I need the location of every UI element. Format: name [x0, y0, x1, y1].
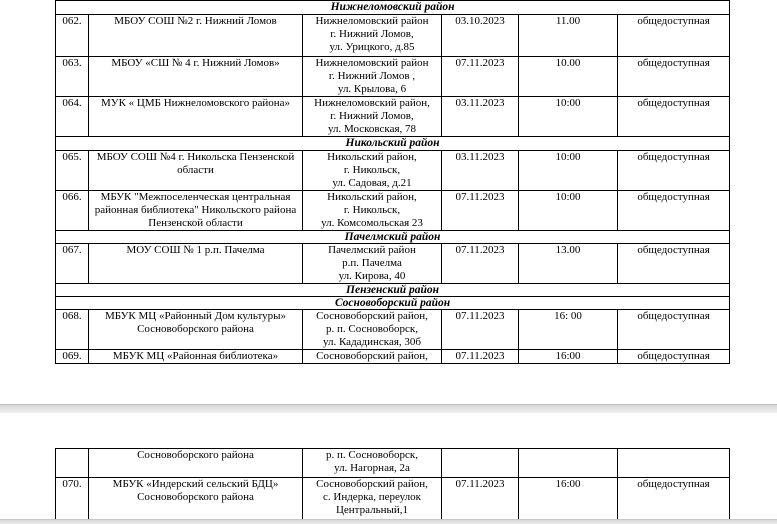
date-cell: 03.11.2023: [442, 97, 519, 137]
address-line: ул. Кирова, 40: [338, 270, 406, 282]
table-row: [56, 244, 730, 284]
institution-name-cell: Сосновоборского района: [89, 449, 303, 478]
date-cell: [442, 449, 519, 478]
access-cell: общедоступная: [618, 310, 730, 350]
date-cell: 07.11.2023: [442, 244, 519, 284]
address-cell: [303, 97, 442, 137]
row-number-cell: 062.: [56, 15, 89, 57]
table-row: [56, 478, 730, 520]
access-cell: общедоступная: [618, 478, 730, 520]
date-cell: 03.10.2023: [442, 15, 519, 57]
institution-name-cell: МБУК МЦ «Районный Дом культуры» Сосновоборского района: [89, 310, 303, 350]
address-line: Сосновоборский район,: [316, 478, 428, 490]
institution-name-cell: МБОУ «СШ № 4 г. Нижний Ломов»: [89, 57, 303, 97]
page-2: [55, 448, 730, 519]
access-cell: общедоступная: [618, 97, 730, 137]
table-row: [56, 15, 730, 57]
institution-name-cell: МБОУ СОШ №4 г. Никольска Пензенской области: [89, 151, 303, 191]
institution-name-cell: МБУК "Межпоселенческая центральная районная библиотека" Никольского района Пензенской области: [89, 191, 303, 231]
row-number-cell: 066.: [56, 191, 89, 231]
access-cell: общедоступная: [618, 151, 730, 191]
page-1: [55, 0, 730, 364]
address-line: с. Индерка, переулок: [323, 491, 421, 503]
address-line: г. Никольск,: [343, 204, 401, 216]
address-line: ул. Комсомольская 23: [321, 217, 423, 229]
time-cell: 16:00: [519, 478, 618, 520]
address-cell: [303, 151, 442, 191]
table-row: [56, 97, 730, 137]
address-line: ул. Крылова, 6: [337, 83, 407, 95]
row-number-cell: 069.: [56, 350, 89, 364]
institution-name-cell: МУК « ЦМБ Нижнеломовского района»: [89, 97, 303, 137]
row-number-cell: 064.: [56, 97, 89, 137]
page-separator: [0, 404, 777, 413]
row-number-cell: 063.: [56, 57, 89, 97]
address-line: Нижнеломовский район: [315, 57, 429, 69]
row-number-cell: 067.: [56, 244, 89, 284]
address-line: г. Нижний Ломов,: [330, 110, 414, 122]
table-row: [56, 57, 730, 97]
institution-name-cell: МБУК «Индерский сельский БДЦ» Сосновоборского района: [89, 478, 303, 520]
address-line: р. п. Сосновоборск,: [326, 449, 418, 461]
address-line: Центральный,1: [335, 504, 409, 516]
address-line: Сосновоборский район,: [316, 310, 428, 322]
section-header-row: [56, 1, 730, 15]
time-cell: 10.00: [519, 57, 618, 97]
date-cell: 07.11.2023: [442, 350, 519, 364]
row-number-cell: 065.: [56, 151, 89, 191]
address-cell: [303, 15, 442, 57]
access-cell: общедоступная: [618, 244, 730, 284]
time-cell: 16: 00: [519, 310, 618, 350]
section-header: Пензенский район: [56, 284, 730, 297]
row-number-cell: 070.: [56, 478, 89, 520]
address-cell: [303, 244, 442, 284]
address-line: Пачелмский район: [328, 244, 416, 256]
time-cell: 10:00: [519, 191, 618, 231]
table-row: [56, 151, 730, 191]
date-cell: 03.11.2023: [442, 151, 519, 191]
section-header-row: [56, 297, 730, 310]
address-line: г. Нижний Ломов,: [330, 28, 414, 40]
address-line: Нижнеломовский район,: [314, 97, 430, 109]
institution-name-cell: МБОУ СОШ №2 г. Нижний Ломов: [89, 15, 303, 57]
address-line: ул. Садовая, д.21: [332, 177, 412, 189]
address-line: г. Нижний Ломов ,: [328, 70, 416, 82]
time-cell: 10:00: [519, 151, 618, 191]
schedule-table-page-1: [55, 0, 730, 364]
row-number-cell: 068.: [56, 310, 89, 350]
date-cell: 07.11.2023: [442, 310, 519, 350]
address-line: ул. Нагорная, 2а: [334, 462, 410, 474]
access-cell: общедоступная: [618, 350, 730, 364]
address-line: Никольский район,: [327, 191, 417, 203]
time-cell: 11.00: [519, 15, 618, 57]
date-cell: 07.11.2023: [442, 478, 519, 520]
section-header-row: [56, 231, 730, 244]
table-row: [56, 449, 730, 478]
address-line: Никольский район,: [327, 151, 417, 163]
access-cell: общедоступная: [618, 191, 730, 231]
section-header-row: [56, 284, 730, 297]
address-cell: [303, 449, 442, 478]
date-cell: 07.11.2023: [442, 191, 519, 231]
section-header: Никольский район: [56, 137, 730, 151]
address-line: ул. Кададинская, 30б: [322, 336, 422, 348]
address-line: ул. Урицкого, д.85: [329, 41, 415, 53]
address-cell: [303, 57, 442, 97]
section-header: Пачелмский район: [56, 231, 730, 244]
section-header: Нижнеломовский район: [56, 1, 730, 15]
page-bottom-edge: [0, 519, 777, 524]
institution-name-cell: МБУК МЦ «Районная библиотека»: [89, 350, 303, 364]
schedule-table-page-2: [55, 448, 730, 519]
address-cell: [303, 310, 442, 350]
time-cell: 10:00: [519, 97, 618, 137]
time-cell: 13.00: [519, 244, 618, 284]
address-line: Нижнеломовский район: [315, 15, 429, 27]
access-cell: общедоступная: [618, 15, 730, 57]
row-number-cell: [56, 449, 89, 478]
table-row: [56, 191, 730, 231]
access-cell: [618, 449, 730, 478]
address-cell: [303, 478, 442, 520]
time-cell: [519, 449, 618, 478]
address-line: г. Никольск,: [343, 164, 401, 176]
time-cell: 16:00: [519, 350, 618, 364]
table-row: [56, 350, 730, 364]
section-header-row: [56, 137, 730, 151]
date-cell: 07.11.2023: [442, 57, 519, 97]
section-header: Сосновоборский район: [56, 297, 730, 310]
address-line: р.п. Пачелма: [342, 257, 402, 269]
address-line: р. п. Сосновоборск,: [326, 323, 418, 335]
address-cell: [303, 191, 442, 231]
address-line: Сосновоборский район,: [316, 350, 428, 362]
access-cell: общедоступная: [618, 57, 730, 97]
table-row: [56, 310, 730, 350]
institution-name-cell: МОУ СОШ № 1 р.п. Пачелма: [89, 244, 303, 284]
address-line: ул. Московская, 78: [327, 123, 417, 135]
address-cell: [303, 350, 442, 364]
